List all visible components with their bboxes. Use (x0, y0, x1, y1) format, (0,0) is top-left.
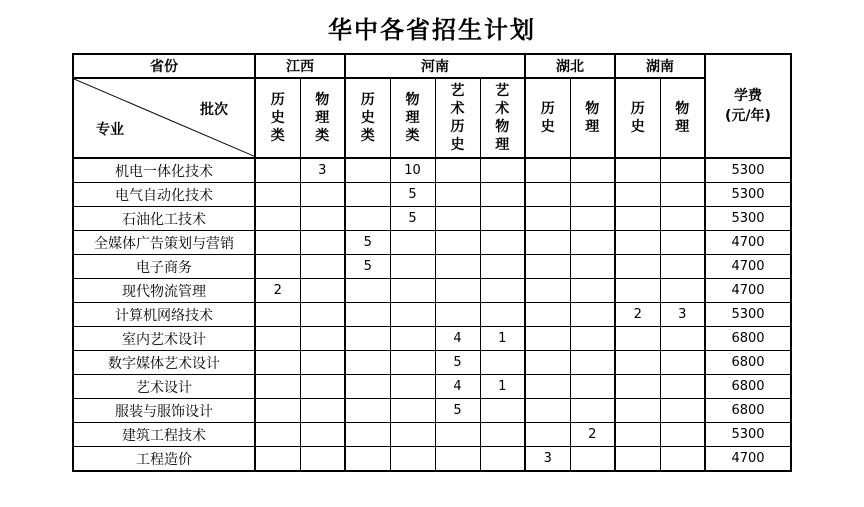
fee-cell: 4700 (705, 279, 791, 303)
quota-cell (660, 423, 705, 447)
quota-cell (570, 158, 615, 183)
quota-cell: 5 (345, 255, 390, 279)
quota-cell (390, 375, 435, 399)
quota-cell (660, 158, 705, 183)
major-name: 石油化工技术 (73, 207, 255, 231)
table-row (73, 423, 791, 447)
quota-cell: 2 (615, 303, 660, 327)
quota-cell (345, 447, 390, 472)
quota-cell (300, 303, 345, 327)
subject-header: 物理类 (300, 78, 345, 158)
quota-cell (300, 231, 345, 255)
quota-cell (300, 255, 345, 279)
quota-cell (300, 375, 345, 399)
table-row (73, 351, 791, 375)
quota-cell (390, 423, 435, 447)
quota-cell: 4 (435, 375, 480, 399)
quota-cell (345, 375, 390, 399)
table-row (73, 375, 791, 399)
quota-cell (570, 375, 615, 399)
quota-cell (615, 255, 660, 279)
province-hubei: 湖北 (525, 54, 615, 78)
fee-cell: 6800 (705, 327, 791, 351)
quota-cell (480, 423, 525, 447)
province-header: 省份 (73, 54, 255, 78)
table-row (73, 231, 791, 255)
quota-cell (345, 423, 390, 447)
major-name: 艺术设计 (73, 375, 255, 399)
quota-cell (255, 255, 300, 279)
quota-cell: 4 (435, 327, 480, 351)
quota-cell (255, 375, 300, 399)
fee-cell: 6800 (705, 399, 791, 423)
batch-label: 批次 (200, 102, 228, 118)
quota-cell: 2 (570, 423, 615, 447)
fee-cell: 5300 (705, 183, 791, 207)
quota-cell (435, 183, 480, 207)
quota-cell (480, 279, 525, 303)
quota-cell (525, 303, 570, 327)
table-row (73, 327, 791, 351)
quota-cell (255, 158, 300, 183)
quota-cell (435, 423, 480, 447)
quota-cell: 1 (480, 375, 525, 399)
quota-cell (300, 183, 345, 207)
table-row (73, 207, 791, 231)
quota-cell (345, 399, 390, 423)
table-row (73, 255, 791, 279)
major-name: 服装与服饰设计 (73, 399, 255, 423)
quota-cell: 1 (480, 327, 525, 351)
quota-cell (615, 351, 660, 375)
quota-cell (345, 158, 390, 183)
quota-cell (435, 231, 480, 255)
quota-cell (525, 158, 570, 183)
quota-cell (525, 351, 570, 375)
quota-cell (480, 399, 525, 423)
quota-cell (660, 399, 705, 423)
table-row (73, 399, 791, 423)
subject-header: 历史 (615, 78, 660, 158)
quota-cell (435, 158, 480, 183)
quota-cell (615, 447, 660, 472)
major-name: 建筑工程技术 (73, 423, 255, 447)
quota-cell (615, 231, 660, 255)
quota-cell (570, 327, 615, 351)
quota-cell (300, 423, 345, 447)
table-row (73, 158, 791, 183)
quota-cell (435, 279, 480, 303)
quota-cell (390, 351, 435, 375)
quota-cell (525, 279, 570, 303)
quota-cell (480, 303, 525, 327)
major-name: 全媒体广告策划与营销 (73, 231, 255, 255)
quota-cell: 3 (525, 447, 570, 472)
major-name: 电气自动化技术 (73, 183, 255, 207)
quota-cell (660, 279, 705, 303)
quota-cell (615, 375, 660, 399)
quota-cell (660, 327, 705, 351)
fee-cell: 5300 (705, 423, 791, 447)
major-name: 计算机网络技术 (73, 303, 255, 327)
fee-cell: 4700 (705, 231, 791, 255)
quota-cell (300, 327, 345, 351)
quota-cell (255, 327, 300, 351)
header-row-provinces (73, 54, 791, 78)
quota-cell (345, 183, 390, 207)
subject-header: 艺术物理 (480, 78, 525, 158)
quota-cell (255, 303, 300, 327)
table-row (73, 303, 791, 327)
quota-cell (255, 351, 300, 375)
quota-cell (525, 399, 570, 423)
batch-major-header (73, 78, 255, 158)
quota-cell (300, 279, 345, 303)
major-label: 专业 (96, 122, 124, 138)
fee-header-line1: 学费 (734, 88, 762, 104)
quota-cell (525, 231, 570, 255)
major-name: 数字媒体艺术设计 (73, 351, 255, 375)
quota-cell (660, 447, 705, 472)
quota-cell (255, 447, 300, 472)
quota-cell (390, 279, 435, 303)
quota-cell (570, 447, 615, 472)
fee-cell: 5300 (705, 158, 791, 183)
quota-cell (255, 207, 300, 231)
quota-cell (570, 399, 615, 423)
quota-cell (570, 255, 615, 279)
quota-cell: 5 (345, 231, 390, 255)
quota-cell (570, 207, 615, 231)
fee-cell: 5300 (705, 303, 791, 327)
major-name: 机电一体化技术 (73, 158, 255, 183)
quota-cell (435, 207, 480, 231)
header-row-subjects (73, 78, 791, 158)
subject-header: 物理 (660, 78, 705, 158)
quota-cell (480, 255, 525, 279)
quota-cell: 3 (300, 158, 345, 183)
quota-cell (480, 158, 525, 183)
quota-cell (300, 351, 345, 375)
quota-cell (255, 399, 300, 423)
quota-cell: 5 (390, 183, 435, 207)
quota-cell (390, 447, 435, 472)
quota-cell (390, 303, 435, 327)
quota-cell (480, 351, 525, 375)
quota-cell (390, 231, 435, 255)
quota-cell (525, 255, 570, 279)
quota-cell (570, 279, 615, 303)
quota-cell (480, 231, 525, 255)
quota-cell (255, 231, 300, 255)
subject-header: 物理 (570, 78, 615, 158)
quota-cell (615, 399, 660, 423)
quota-cell (525, 423, 570, 447)
major-name: 工程造价 (73, 447, 255, 472)
quota-cell (615, 183, 660, 207)
quota-cell: 3 (660, 303, 705, 327)
subject-header: 历史类 (255, 78, 300, 158)
subject-header: 物理类 (390, 78, 435, 158)
quota-cell (525, 375, 570, 399)
quota-cell (300, 207, 345, 231)
quota-cell (525, 207, 570, 231)
province-hunan: 湖南 (615, 54, 705, 78)
major-name: 电子商务 (73, 255, 255, 279)
quota-cell (660, 207, 705, 231)
fee-cell: 5300 (705, 207, 791, 231)
table-row (73, 183, 791, 207)
quota-cell: 2 (255, 279, 300, 303)
quota-cell (345, 279, 390, 303)
quota-cell (615, 279, 660, 303)
table-row (73, 279, 791, 303)
quota-cell: 10 (390, 158, 435, 183)
quota-cell (615, 423, 660, 447)
quota-cell: 5 (435, 351, 480, 375)
fee-cell: 6800 (705, 375, 791, 399)
quota-cell (615, 327, 660, 351)
quota-cell (300, 447, 345, 472)
fee-header (705, 54, 791, 158)
quota-cell (255, 183, 300, 207)
enrollment-plan-table (72, 53, 792, 472)
subject-header: 艺术历史 (435, 78, 480, 158)
quota-cell (390, 255, 435, 279)
quota-cell (345, 351, 390, 375)
quota-cell (255, 423, 300, 447)
quota-cell (435, 447, 480, 472)
page-title: 华中各省招生计划 (328, 16, 536, 44)
quota-cell (435, 255, 480, 279)
quota-cell: 5 (435, 399, 480, 423)
fee-cell: 6800 (705, 351, 791, 375)
quota-cell (660, 231, 705, 255)
quota-cell (570, 351, 615, 375)
fee-header-line2: (元/年) (725, 108, 771, 124)
quota-cell (480, 207, 525, 231)
quota-cell (390, 327, 435, 351)
quota-cell (660, 351, 705, 375)
quota-cell (480, 447, 525, 472)
quota-cell (525, 327, 570, 351)
quota-cell (480, 183, 525, 207)
subject-header: 历史类 (345, 78, 390, 158)
quota-cell (435, 303, 480, 327)
province-henan: 河南 (345, 54, 525, 78)
subject-header: 历史 (525, 78, 570, 158)
quota-cell (660, 183, 705, 207)
quota-cell (660, 375, 705, 399)
quota-cell (390, 399, 435, 423)
quota-cell (345, 327, 390, 351)
quota-cell (525, 183, 570, 207)
quota-cell (660, 255, 705, 279)
quota-cell (570, 183, 615, 207)
quota-cell (615, 158, 660, 183)
quota-cell (345, 303, 390, 327)
quota-cell (570, 231, 615, 255)
major-name: 室内艺术设计 (73, 327, 255, 351)
quota-cell (345, 207, 390, 231)
table-row (73, 447, 791, 472)
quota-cell: 5 (390, 207, 435, 231)
fee-cell: 4700 (705, 255, 791, 279)
quota-cell (615, 207, 660, 231)
quota-cell (570, 303, 615, 327)
major-name: 现代物流管理 (73, 279, 255, 303)
fee-cell: 4700 (705, 447, 791, 472)
province-jiangxi: 江西 (255, 54, 345, 78)
quota-cell (300, 399, 345, 423)
